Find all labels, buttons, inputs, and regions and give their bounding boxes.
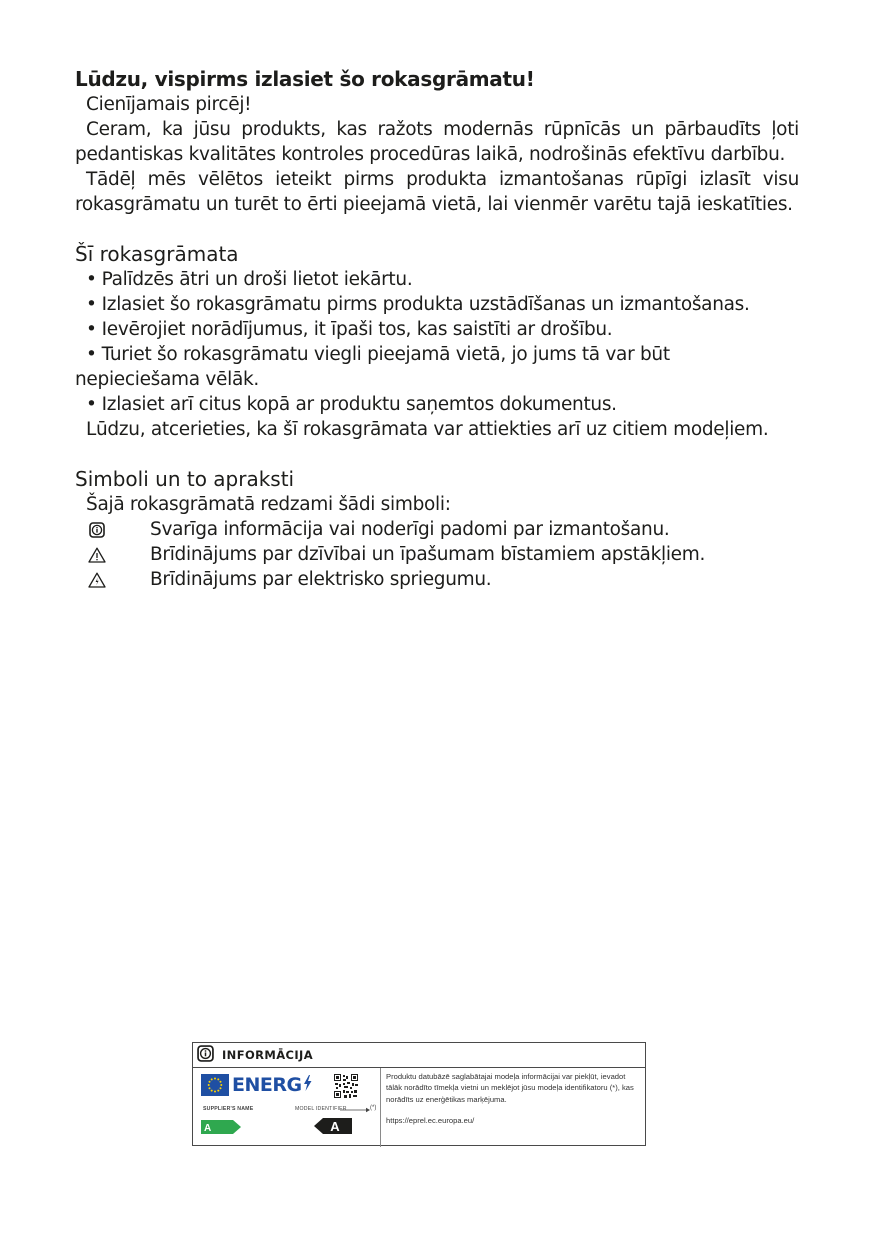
symbol-row-warning: [75, 542, 799, 567]
symbol-row-electric: [75, 567, 799, 592]
info-icon: [197, 1045, 214, 1066]
energy-label-word: ENERG: [232, 1074, 302, 1096]
symbol-description: Brīdinājums par elektrisko spriegumu.: [150, 569, 492, 590]
symbols-intro: Šajā rokasgrāmatā redzami šādi simboli:: [86, 494, 451, 515]
page-content: [75, 66, 799, 592]
info-icon: [87, 522, 107, 538]
symbols-heading: Simboli un to apraksti: [75, 467, 295, 491]
info-box: [192, 1042, 646, 1146]
lightning-icon: [303, 1075, 312, 1095]
energy-class-indicator: [314, 1118, 352, 1138]
warning-icon: [87, 547, 107, 563]
intro-greeting: Cienījamais pircēj!: [86, 94, 252, 115]
symbol-row-info: [75, 517, 799, 542]
pointer-arrow-icon: [340, 1107, 370, 1113]
qr-code-icon: [334, 1074, 358, 1098]
list-item: • Izlasiet arī citus kopā ar produktu saņemtos dokumentus.: [86, 394, 617, 415]
model-identifier-label: MODEL IDENTIFIER: [295, 1106, 347, 1112]
info-box-header: [193, 1043, 645, 1068]
class-right-letter: A: [330, 1119, 340, 1134]
energy-label: [193, 1068, 381, 1147]
manual-heading: Šī rokasgrāmata: [75, 242, 239, 266]
energy-class-arrow: [201, 1119, 241, 1138]
symbol-description: Svarīga informācija vai noderīgi padomi par izmantošanu.: [150, 519, 670, 540]
manual-note: Lūdzu, atcerieties, ka šī rokasgrāmata var attiekties arī uz citiem modeļiem.: [86, 419, 769, 440]
info-box-title: INFORMĀCIJA: [222, 1048, 314, 1062]
info-description: Produktu datubāzē saglabātajai modeļa informācijai var piekļūt, ievadot tālāk norādīto tīmekļa vietni un meklējot jūsu modeļa identifikatoru (*), kas norādīts uz enerģētikas marķējuma.: [386, 1072, 634, 1104]
info-box-text: [381, 1068, 645, 1147]
list-item: • Izlasiet šo rokasgrāmatu pirms produkta uzstādīšanas un izmantošanas.: [86, 294, 750, 315]
eu-flag-icon: [201, 1074, 229, 1096]
supplier-name-label: SUPPLIER'S NAME: [203, 1106, 254, 1112]
footnote-marker: (*): [370, 1105, 377, 1111]
class-left-letter: A: [204, 1123, 212, 1134]
list-item: • Ievērojiet norādījumus, it īpaši tos, kas saistīti ar drošību.: [86, 319, 613, 340]
intro-heading: Lūdzu, vispirms izlasiet šo rokasgrāmatu!: [75, 67, 535, 91]
electric-warning-icon: [87, 572, 107, 588]
eprel-link[interactable]: https://eprel.ec.europa.eu/: [386, 1115, 475, 1125]
intro-paragraph-2: Tādēļ mēs vēlētos ieteikt pirms produkta izmantošanas rūpīgi izlasīt visu rokasgrāmatu un turēt to ērti pieejamā vietā, lai vienmēr varētu tajā ieskatīties.: [75, 169, 799, 215]
list-item: • Turiet šo rokasgrāmatu viegli pieejamā vietā, jo jums tā var būt nepieciešama vēlāk.: [75, 344, 670, 390]
symbol-description: Brīdinājums par dzīvībai un īpašumam bīstamiem apstākļiem.: [150, 544, 706, 565]
list-item: • Palīdzēs ātri un droši lietot iekārtu.: [86, 269, 413, 290]
intro-paragraph-1: Ceram, ka jūsu produkts, kas ražots modernās rūpnīcās un pārbaudīts ļoti pedantiskas kvalitātes kontroles procedūras laikā, nodrošinās efektīvu darbību.: [75, 119, 799, 165]
